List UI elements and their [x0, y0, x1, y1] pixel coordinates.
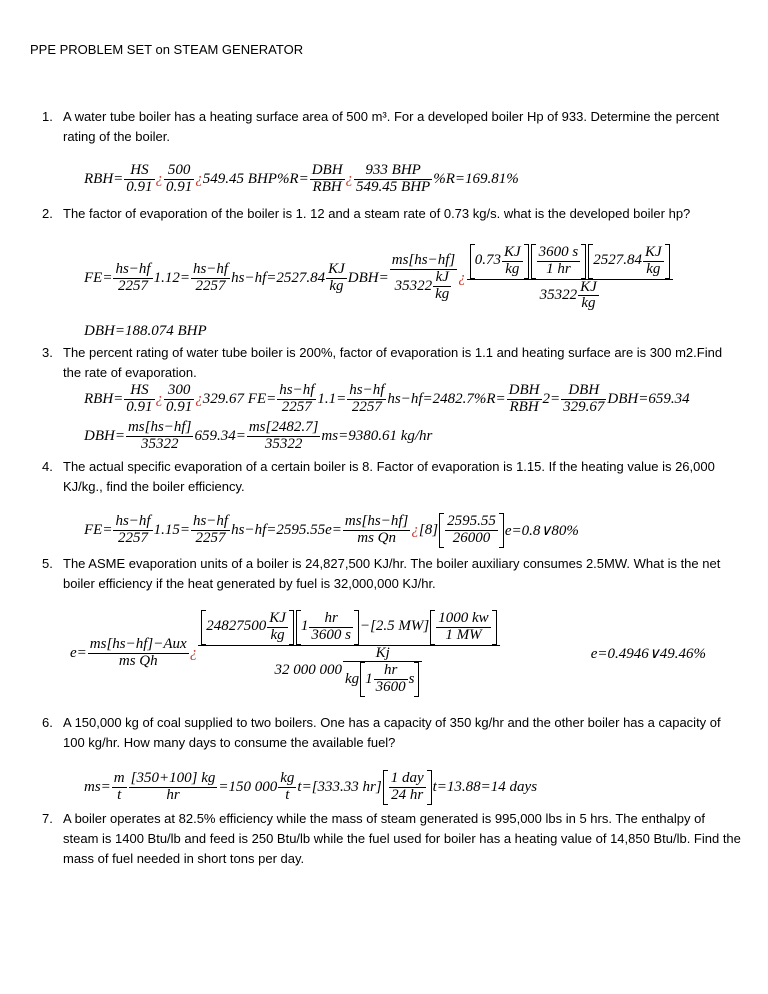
numerator: 300: [164, 383, 194, 400]
fraction: [112, 771, 127, 804]
problem-number: 6.: [42, 715, 53, 730]
equation-4: [84, 513, 579, 548]
math-text: %R=169.81%: [433, 170, 519, 187]
fraction: [502, 245, 523, 278]
math-text: 2527.84: [593, 252, 642, 269]
math-text: 1.1=: [317, 390, 347, 407]
numerator: KJ: [503, 244, 521, 260]
denominator: 3600 s: [311, 626, 351, 643]
numerator: kJ: [433, 270, 451, 287]
unknown-char-glyph: ¿: [189, 644, 198, 661]
numerator: DBH: [508, 382, 540, 398]
math-text: 2=: [542, 390, 561, 407]
numerator: hs−hf: [192, 513, 229, 529]
document-header: PPE PROBLEM SET on STEAM GENERATOR: [30, 42, 304, 57]
problem-5: [42, 554, 742, 594]
numerator: hs−hf: [192, 260, 229, 277]
numerator: ms[2482.7]: [248, 419, 319, 435]
denominator: 2257: [118, 529, 149, 546]
numerator: m: [113, 770, 125, 786]
denominator: 24 hr: [391, 786, 424, 803]
fraction: [164, 163, 194, 196]
math-text: FE=: [84, 269, 113, 286]
fraction: [507, 383, 542, 416]
numerator: KJ: [644, 244, 662, 260]
problem-text: The percent rating of water tube boiler is 200%, factor of evaporation is 1.1 and heating surface are is 300 m2.Find the rate of evaporation.: [63, 345, 723, 380]
math-text: e=0.8∨80%: [504, 522, 579, 539]
math-text: DBH=659.34: [607, 390, 690, 407]
fraction: [267, 611, 288, 644]
denominator: 1 MW: [445, 626, 482, 643]
fraction: [467, 244, 673, 312]
denominator: 26000: [452, 529, 491, 546]
unknown-char-glyph: ¿: [411, 521, 419, 538]
math-text: −[2.5 MW]: [359, 618, 430, 635]
fraction: [88, 637, 189, 670]
fraction: [433, 270, 451, 303]
problem-number: 1.: [42, 109, 53, 124]
numerator: ms[hs−hf]: [344, 513, 409, 529]
numerator: ms[hs−hf]: [127, 419, 192, 435]
denominator: kg: [581, 295, 596, 312]
denominator: 0.91: [126, 398, 153, 415]
numerator: HS: [124, 163, 154, 180]
fraction: [343, 646, 423, 697]
numerator: KJ: [328, 260, 345, 277]
equation-2-result: [84, 323, 207, 340]
numerator: DBH: [561, 383, 606, 400]
denominator: [390, 270, 457, 303]
math-text: =150 000: [218, 778, 278, 795]
fraction: [561, 383, 606, 416]
numerator: hr: [374, 663, 408, 680]
unknown-char-glyph: ¿: [195, 170, 203, 187]
denominator: kg: [505, 260, 520, 277]
denominator: 2257: [281, 398, 312, 415]
fraction: [343, 514, 410, 547]
problem-number: 2.: [42, 206, 53, 221]
numerator: hs−hf: [279, 382, 315, 398]
bracket-group: [296, 610, 359, 645]
numerator: KJ: [269, 610, 286, 626]
fraction: [537, 245, 581, 278]
bracket-group: [360, 662, 419, 697]
math-text: DBH=188.074 BHP: [84, 323, 207, 339]
fraction: [129, 771, 218, 804]
problem-number: 7.: [42, 811, 53, 826]
problem-number: 3.: [42, 345, 53, 360]
math-text: 35322: [394, 277, 433, 294]
equation-5: [70, 610, 706, 697]
denominator: RBH: [509, 398, 539, 415]
numerator: hr: [309, 611, 353, 628]
numerator: ms[hs−hf]−Aux: [89, 636, 187, 653]
bracket-group: [531, 244, 587, 279]
bracket-group: [383, 770, 432, 805]
unknown-char-glyph: ¿: [155, 390, 164, 407]
fraction: [124, 383, 154, 416]
denominator: kg: [435, 285, 450, 302]
math-text: 659.34=: [194, 427, 246, 444]
denominator: 2257: [195, 529, 226, 546]
problem-2: [42, 204, 742, 224]
unknown-char-glyph: ¿: [195, 390, 203, 407]
denominator: hr: [166, 786, 180, 803]
denominator: 2257: [195, 277, 226, 294]
fraction: [277, 383, 316, 416]
numerator: hs−hf: [115, 513, 151, 529]
fraction: [113, 514, 152, 547]
math-text: e=0.4946∨49.46%: [590, 645, 706, 662]
math-text: ms=9380.61 kg/hr: [321, 427, 433, 444]
numerator: Kj: [343, 646, 423, 663]
denominator: 0.91: [166, 398, 193, 415]
denominator: RBH: [312, 178, 342, 195]
math-text: DBH=: [84, 427, 125, 444]
fraction: [198, 610, 499, 697]
numerator: 2595.55: [447, 513, 496, 529]
bracket-group: [470, 244, 529, 279]
math-text: 549.45 BHP%R=: [202, 170, 309, 187]
fraction: [113, 262, 152, 295]
math-text: t=[333.33 hr]: [297, 778, 382, 795]
math-text: 1.12=: [153, 269, 190, 286]
denominator: [467, 280, 673, 313]
math-text: 35322: [539, 286, 578, 303]
math-text: e=: [70, 644, 87, 661]
unknown-char-glyph: ¿: [345, 170, 354, 187]
numerator: [350+100] kg: [130, 770, 216, 786]
numerator: 933 BHP: [354, 163, 432, 180]
fraction: [126, 420, 193, 453]
fraction: [374, 663, 408, 696]
problem-1: [42, 107, 742, 147]
math-text: 329.67 FE=: [202, 390, 277, 407]
problem-text: The actual specific evaporation of a certain boiler is 8. Factor of evaporation is 1.15. If the heating value is 26,000 KJ/kg., find the boiler efficiency.: [63, 459, 715, 494]
fraction: [191, 262, 230, 295]
equation-3b: [84, 420, 432, 453]
problem-6: [42, 713, 742, 753]
denominator: 1 hr: [546, 260, 571, 277]
denominator: kg: [646, 260, 661, 277]
numerator: 1 day: [390, 770, 424, 786]
problem-3: [42, 343, 742, 383]
equation-3a: [84, 383, 690, 416]
denominator: [343, 662, 423, 697]
math-text: [8]: [418, 521, 439, 538]
denominator: 3600: [375, 679, 406, 695]
problem-4: [42, 457, 742, 497]
numerator: HS: [124, 383, 154, 400]
math-text: 1: [365, 670, 373, 687]
numerator: [467, 244, 673, 280]
problem-text: A water tube boiler has a heating surface area of 500 m³. For a developed boiler Hp of 933. Determine the percent rating of the boiler.: [63, 109, 720, 144]
fraction: [389, 771, 426, 804]
math-text: kg: [344, 670, 360, 687]
math-text: 32 000 000: [274, 662, 342, 679]
fraction: [164, 383, 194, 416]
equation-1: [84, 163, 519, 196]
bracket-group: [430, 610, 496, 645]
problem-number: 5.: [42, 556, 53, 571]
numerator: ms[hs−hf]: [391, 252, 456, 269]
fraction: [309, 611, 353, 644]
denominator: ms Qn: [357, 529, 397, 546]
denominator: 329.67: [563, 398, 605, 415]
denominator: kg: [329, 277, 344, 294]
problem-text: A 150,000 kg of coal supplied to two boilers. One has a capacity of 350 kg/hr and the other boiler has a capacity of 100 kg/hr. How many days to consume the available fuel?: [63, 715, 721, 750]
unknown-char-glyph: ¿: [458, 269, 466, 286]
fraction: [191, 514, 230, 547]
bracket-group: [439, 513, 504, 548]
numerator: hs−hf: [115, 260, 151, 277]
numerator: KJ: [580, 278, 597, 295]
numerator: hs−hf: [349, 382, 385, 398]
problem-text: The factor of evaporation of the boiler is 1. 12 and a steam rate of 0.73 kg/s. what is the developed boiler hp?: [63, 206, 691, 221]
denominator: 2257: [351, 398, 382, 415]
fraction: [445, 514, 498, 547]
fraction: [310, 163, 345, 196]
math-text: hs−hf=2482.7%R=: [387, 390, 506, 407]
math-text: 0.73: [474, 252, 501, 269]
math-text: 1.15=: [153, 521, 190, 538]
problem-7: [42, 809, 742, 869]
numerator: 3600 s: [538, 244, 579, 260]
denominator: 35322: [140, 435, 179, 452]
denominator: ms Qh: [118, 652, 158, 669]
bracket-group: [588, 244, 669, 279]
bracket-group: [201, 610, 294, 645]
math-text: hs−hf=2595.55e=: [231, 521, 342, 538]
math-text: DBH=: [347, 269, 389, 286]
math-text: ms=: [84, 778, 111, 795]
denominator: [198, 646, 499, 697]
problem-text: The ASME evaporation units of a boiler is 24,827,500 KJ/hr. The boiler auxiliary consumes 2.5MW. What is the net boiler efficiency if the heat generated by fuel is 32,000,000 KJ/hr.: [63, 556, 721, 591]
problem-text: A boiler operates at 82.5% efficiency while the mass of steam generated is 995,000 lbs in 5 hrs. The enthalpy of steam is 1400 Btu/lb and feed is 250 Btu/lb while the fuel used for boiler has a heating value of 14,850 Btu/lb. Find the mass of fuel needed in short tons per day.: [63, 811, 741, 866]
denominator: 0.91: [126, 178, 153, 195]
math-text: 1: [300, 618, 309, 635]
denominator: t: [285, 786, 290, 803]
numerator: kg: [280, 770, 295, 786]
fraction: [390, 253, 457, 302]
math-text: s: [408, 670, 415, 687]
fraction: [436, 611, 490, 644]
fraction: [247, 420, 321, 453]
unknown-char-glyph: ¿: [155, 170, 164, 187]
fraction: [278, 771, 296, 804]
fraction: [354, 163, 432, 196]
math-text: 24827500: [206, 618, 267, 635]
math-text: FE=: [84, 521, 113, 538]
math-text: hs−hf=2527.84: [231, 269, 326, 286]
equation-6: [84, 770, 537, 805]
fraction: [124, 163, 154, 196]
numerator: DBH: [311, 162, 343, 178]
fraction: [643, 245, 664, 278]
numerator: [198, 610, 499, 646]
denominator: kg: [270, 626, 285, 643]
denominator: 35322: [264, 435, 303, 452]
math-text: RBH=: [84, 390, 124, 407]
numerator: 500: [164, 163, 194, 180]
math-text: RBH=: [84, 170, 124, 187]
problem-number: 4.: [42, 459, 53, 474]
denominator: 0.91: [166, 178, 193, 195]
math-text: t=13.88=14 days: [432, 778, 538, 795]
equation-2: [84, 244, 674, 312]
fraction: [578, 280, 599, 313]
numerator: 1000 kw: [438, 610, 489, 626]
denominator: 2257: [118, 277, 149, 294]
fraction: [326, 262, 347, 295]
fraction: [347, 383, 386, 416]
denominator: 549.45 BHP: [356, 178, 431, 195]
denominator: t: [117, 786, 122, 803]
